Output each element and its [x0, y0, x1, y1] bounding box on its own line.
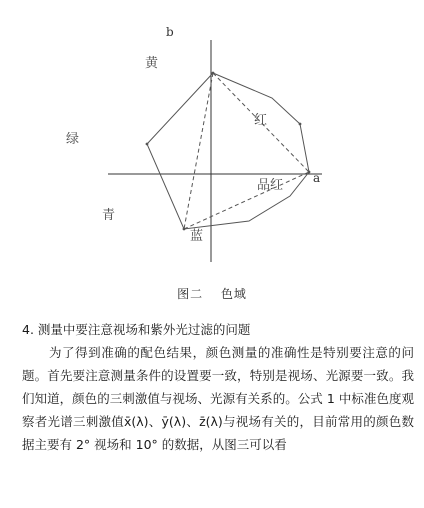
dashed-chord-yellow-blue [184, 73, 213, 229]
label-blue: 蓝 [190, 229, 204, 244]
label-magenta: 品红 [257, 178, 284, 193]
section-paragraph: 为了得到准确的配色结果，颜色测量的准确性是特别要注意的问题。首先要注意测量条件的设置要一致，特别是视场、光源要一致。我们知道，颜色的三刺激值与视场、光源有关系的。公式 1 中标准色度观察者光谱三刺激值x̄(λ)、ȳ(λ)、z̄(λ)与视场有关的，目前常用的颜色数据主要有 2° 视场和 10° 的数据，从图三可以看 [22, 345, 414, 452]
vertex-green [146, 143, 149, 146]
vertex-yellow [212, 72, 215, 75]
article-text [22, 318, 414, 456]
vertex-blue [183, 228, 186, 231]
label-green: 绿 [66, 132, 80, 147]
label-yellow: 黄 [145, 56, 159, 71]
vertex-magenta [308, 171, 311, 174]
gamut-polygon [147, 73, 309, 229]
label-red: 红 [254, 113, 268, 128]
b-axis-label: b [166, 25, 174, 39]
dashed-chord-blue-magenta [184, 172, 309, 229]
figure-caption: 图二 色域 [177, 287, 247, 301]
label-cyan: 青 [102, 208, 116, 223]
vertex-red [299, 123, 302, 126]
a-axis-label: a [313, 171, 321, 185]
section-heading: 4. 测量中要注意视场和紫外光过滤的问题 [22, 322, 251, 337]
